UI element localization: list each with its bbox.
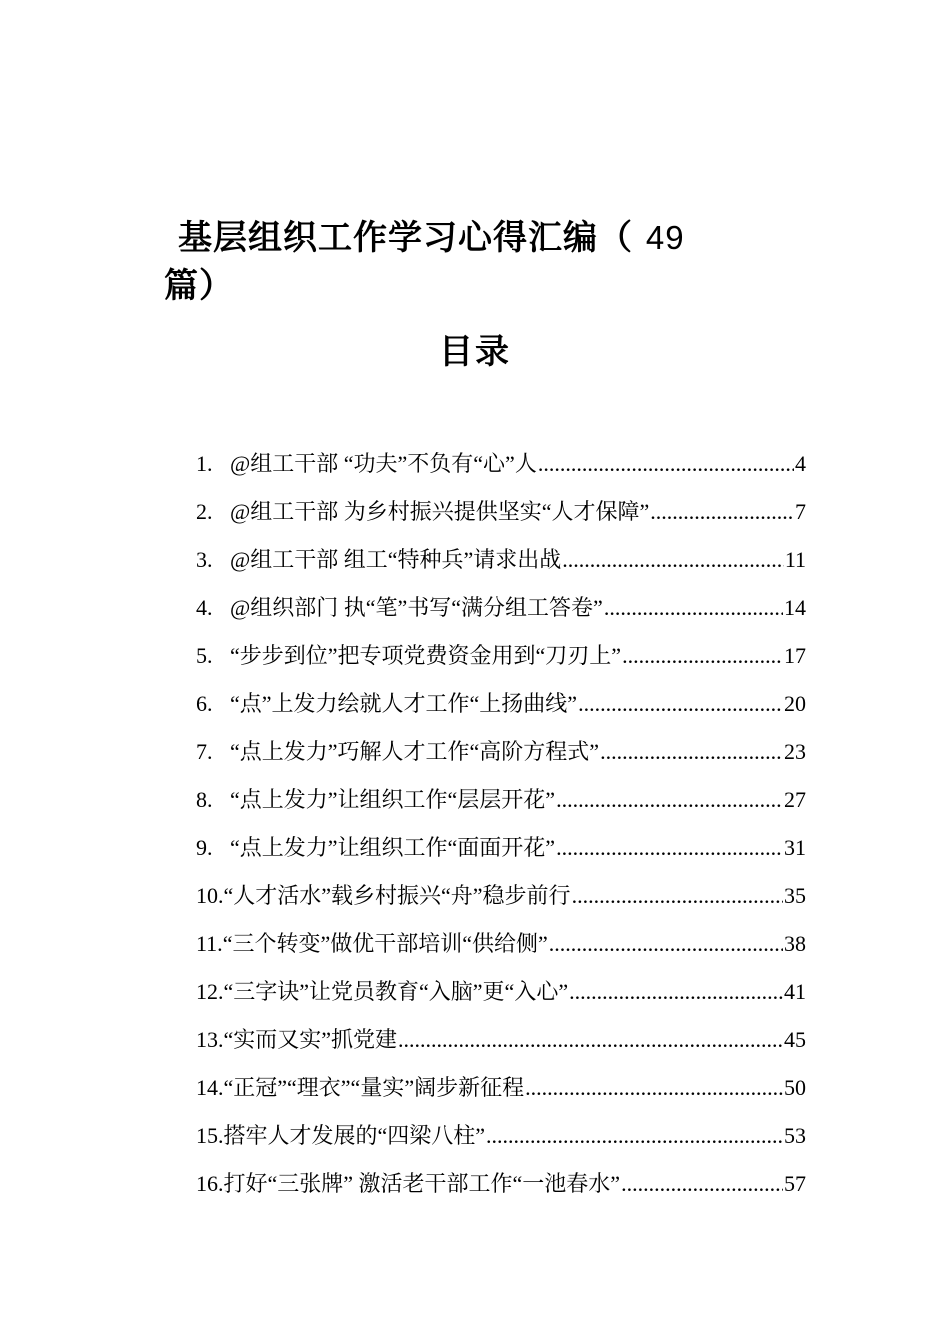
toc-entry-page: 31 — [784, 835, 806, 860]
toc-entry-number: 5. — [196, 643, 213, 668]
toc-entry[interactable] — [196, 830, 806, 878]
toc-entry-leader — [569, 974, 783, 1010]
toc-entry-title: “三个转变”做优干部培训“供给侧” — [222, 931, 548, 956]
toc-entry-leader — [486, 1118, 783, 1154]
toc-entry-title: “点上发力”让组织工作“面面开花” — [230, 835, 556, 860]
toc-entry-page: 53 — [784, 1123, 806, 1148]
title-count: 49 — [645, 219, 685, 256]
toc-entry-leader — [621, 1166, 783, 1202]
toc-entry[interactable] — [196, 1166, 806, 1214]
toc-entry-number: 7. — [196, 739, 213, 764]
toc-entry-number: 3. — [196, 547, 213, 572]
toc-entry-title: “步步到位”把专项党费资金用到“刀刃上” — [230, 643, 622, 668]
toc-entry-leader — [538, 446, 794, 482]
toc-entry-title: “点上发力”让组织工作“层层开花” — [230, 787, 556, 812]
toc-entry-title: “三字诀”让党员教育“入脑”更“入心” — [223, 979, 569, 1004]
toc-entry-page: 11 — [784, 547, 806, 572]
toc-entry-page: 27 — [784, 787, 806, 812]
toc-entry-number: 11. — [196, 931, 223, 956]
toc-entry-leader — [600, 734, 783, 770]
toc-entry-number: 16. — [196, 1171, 224, 1196]
toc-entry-leader — [525, 1070, 783, 1106]
title-line-1 — [164, 214, 764, 262]
toc-entry-page: 35 — [784, 883, 806, 908]
document-title — [164, 214, 764, 310]
toc-entry-title: 打好“三张牌” 激活老干部工作“一池春水” — [223, 1171, 621, 1196]
toc-entry[interactable] — [196, 542, 806, 590]
toc-entry[interactable] — [196, 782, 806, 830]
toc-entry-number: 8. — [196, 787, 213, 812]
title-text: 基层组织工作学习心得汇编（ — [178, 218, 633, 258]
toc-entry-page: 38 — [784, 931, 806, 956]
toc-entry-leader — [562, 542, 784, 578]
toc-entry-title: @组工干部 组工“特种兵”请求出战 — [230, 547, 562, 572]
toc-entry-page: 20 — [784, 691, 806, 716]
toc-entry-page: 17 — [784, 643, 806, 668]
toc-entry-title: @组工干部 “功夫”不负有“心”人 — [230, 451, 537, 476]
toc-entry-number: 9. — [196, 835, 213, 860]
toc-entry[interactable] — [196, 590, 806, 638]
toc-entry-page: 57 — [784, 1171, 806, 1196]
toc-entry-title: @组织部门 执“笔”书写“满分组工答卷” — [230, 595, 603, 620]
toc-entry[interactable] — [196, 686, 806, 734]
toc-entry-leader — [556, 830, 783, 866]
toc-entry-leader — [650, 494, 794, 530]
toc-entry-leader — [604, 590, 783, 626]
toc-entry[interactable] — [196, 1070, 806, 1118]
toc-entry-page: 45 — [784, 1027, 806, 1052]
toc-entry-leader — [549, 926, 783, 962]
toc-entry[interactable] — [196, 974, 806, 1022]
toc-entry-number: 13. — [196, 1027, 224, 1052]
toc-entry-title: “点上发力”巧解人才工作“高阶方程式” — [230, 739, 600, 764]
toc-entry[interactable] — [196, 1022, 806, 1070]
toc-entry[interactable] — [196, 1118, 806, 1166]
toc-entry-leader — [572, 878, 783, 914]
toc-entry-title: “正冠”“理衣”“量实”阔步新征程 — [223, 1075, 525, 1100]
toc-entry-page: 7 — [795, 499, 806, 524]
toc-entry-number: 2. — [196, 499, 213, 524]
toc-entry-title: “实而又实”抓党建 — [223, 1027, 398, 1052]
toc-entry-number: 10. — [196, 883, 224, 908]
toc-entry-leader — [556, 782, 783, 818]
toc-entry-title: “点”上发力绘就人才工作“上扬曲线” — [230, 691, 578, 716]
toc-entry-number: 14. — [196, 1075, 224, 1100]
toc-entry-page: 14 — [784, 595, 806, 620]
toc-entry-title: 搭牢人才发展的“四梁八柱” — [223, 1123, 486, 1148]
toc-entry-page: 41 — [784, 979, 806, 1004]
title-line-2: 篇） — [164, 266, 234, 306]
toc-entry-number: 1. — [196, 451, 213, 476]
toc-entry[interactable] — [196, 926, 806, 974]
toc-entry-number: 6. — [196, 691, 213, 716]
toc-entry[interactable] — [196, 494, 806, 542]
toc-entry-title: @组工干部 为乡村振兴提供坚实“人才保障” — [230, 499, 650, 524]
toc-entry[interactable] — [196, 734, 806, 782]
toc-entry-leader — [578, 686, 783, 722]
toc-entry-leader — [398, 1022, 783, 1058]
toc-entry[interactable] — [196, 638, 806, 686]
toc-entry-leader — [622, 638, 783, 674]
toc-entry-number: 15. — [196, 1123, 224, 1148]
toc-entry-number: 12. — [196, 979, 224, 1004]
toc-entry-page: 50 — [784, 1075, 806, 1100]
toc-entry-number: 4. — [196, 595, 213, 620]
toc-entry-page: 4 — [795, 451, 806, 476]
toc-heading: 目录 — [439, 332, 511, 372]
table-of-contents — [196, 446, 806, 1214]
toc-entry-page: 23 — [784, 739, 806, 764]
toc-entry[interactable] — [196, 446, 806, 494]
toc-entry[interactable] — [196, 878, 806, 926]
toc-entry-title: “人才活水”载乡村振兴“舟”稳步前行 — [223, 883, 571, 908]
